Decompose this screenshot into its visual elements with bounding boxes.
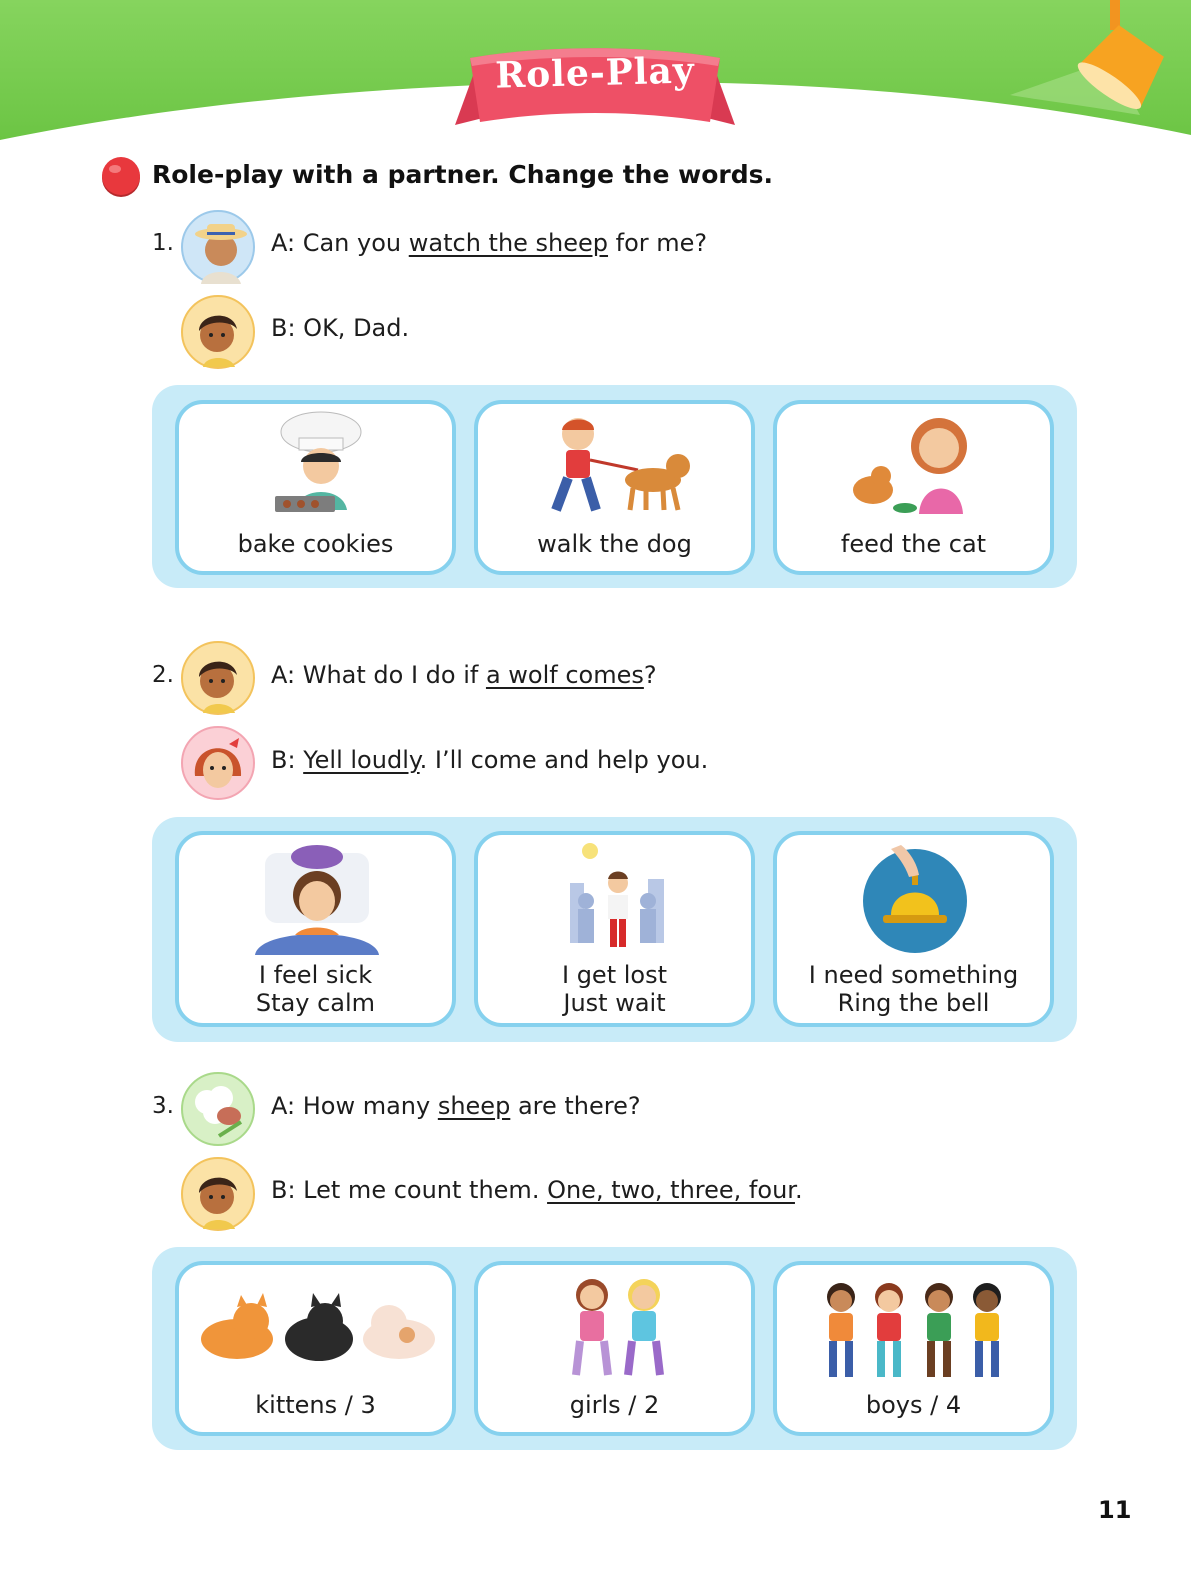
girl-avatar-icon (181, 726, 255, 800)
choice-card-feel-sick[interactable] (175, 831, 456, 1027)
boy-avatar-icon (181, 1157, 255, 1231)
red-bullet-icon (101, 157, 141, 197)
four-boys-icon (817, 1279, 1013, 1383)
dialogue-line-a: A: What do I do if a wolf comes? (271, 661, 657, 689)
dialogue-line-a: A: Can you watch the sheep for me? (271, 229, 708, 257)
spotlight-lamp-icon (1060, 0, 1191, 120)
choice-card-get-lost[interactable] (474, 831, 755, 1027)
dialogue-line-b: B: OK, Dad. (271, 314, 410, 342)
page-title: Role-Play (494, 49, 696, 97)
sheep-avatar-icon (181, 1072, 255, 1146)
exercise-number: 1. (152, 230, 174, 256)
ring-bell-icon (861, 845, 969, 953)
choice-label: boys / 4 (865, 1391, 962, 1419)
boy-avatar-icon (181, 641, 255, 715)
choice-card-boys[interactable] (773, 1261, 1054, 1436)
choice-card-feed-the-cat[interactable] (773, 400, 1054, 575)
boy-walking-dog-icon (538, 410, 698, 522)
choice-label: I need something (808, 961, 1019, 989)
two-girls-icon (556, 1275, 680, 1383)
choice-label-response: Stay calm (255, 989, 376, 1017)
chef-girl-baking-icon (271, 410, 367, 522)
choice-card-walk-the-dog[interactable] (474, 400, 755, 575)
choice-label: I get lost (561, 961, 667, 989)
instruction-text: Role-play with a partner. Change the words. (152, 160, 773, 189)
choice-label: walk the dog (537, 530, 692, 558)
boy-avatar-icon (181, 295, 255, 369)
choice-label-response: Ring the bell (837, 989, 990, 1017)
three-kittens-icon (193, 1287, 445, 1371)
choice-label-response: Just wait (563, 989, 666, 1017)
choice-label: bake cookies (237, 530, 394, 558)
exercise-number: 2. (152, 662, 174, 688)
exercise-number: 3. (152, 1093, 174, 1119)
farmer-dad-avatar-icon (181, 210, 255, 284)
dialogue-line-b: B: Yell loudly. I’ll come and help you. (271, 746, 709, 774)
sick-girl-in-bed-icon (255, 843, 379, 955)
choice-label: I feel sick (258, 961, 373, 989)
choice-label: kittens / 3 (255, 1391, 376, 1419)
page-number: 11 (1098, 1496, 1132, 1524)
choice-card-girls[interactable] (474, 1261, 755, 1436)
choice-label: girls / 2 (569, 1391, 660, 1419)
dialogue-line-a: A: How many sheep are there? (271, 1092, 641, 1120)
girl-feeding-cat-icon (843, 410, 989, 522)
dialogue-line-b: B: Let me count them. One, two, three, four. (271, 1176, 803, 1204)
lost-boy-in-crowd-icon (564, 843, 672, 955)
choice-card-need-something[interactable] (773, 831, 1054, 1027)
choice-label: feed the cat (840, 530, 987, 558)
choice-card-bake-cookies[interactable] (175, 400, 456, 575)
choice-card-kittens[interactable] (175, 1261, 456, 1436)
